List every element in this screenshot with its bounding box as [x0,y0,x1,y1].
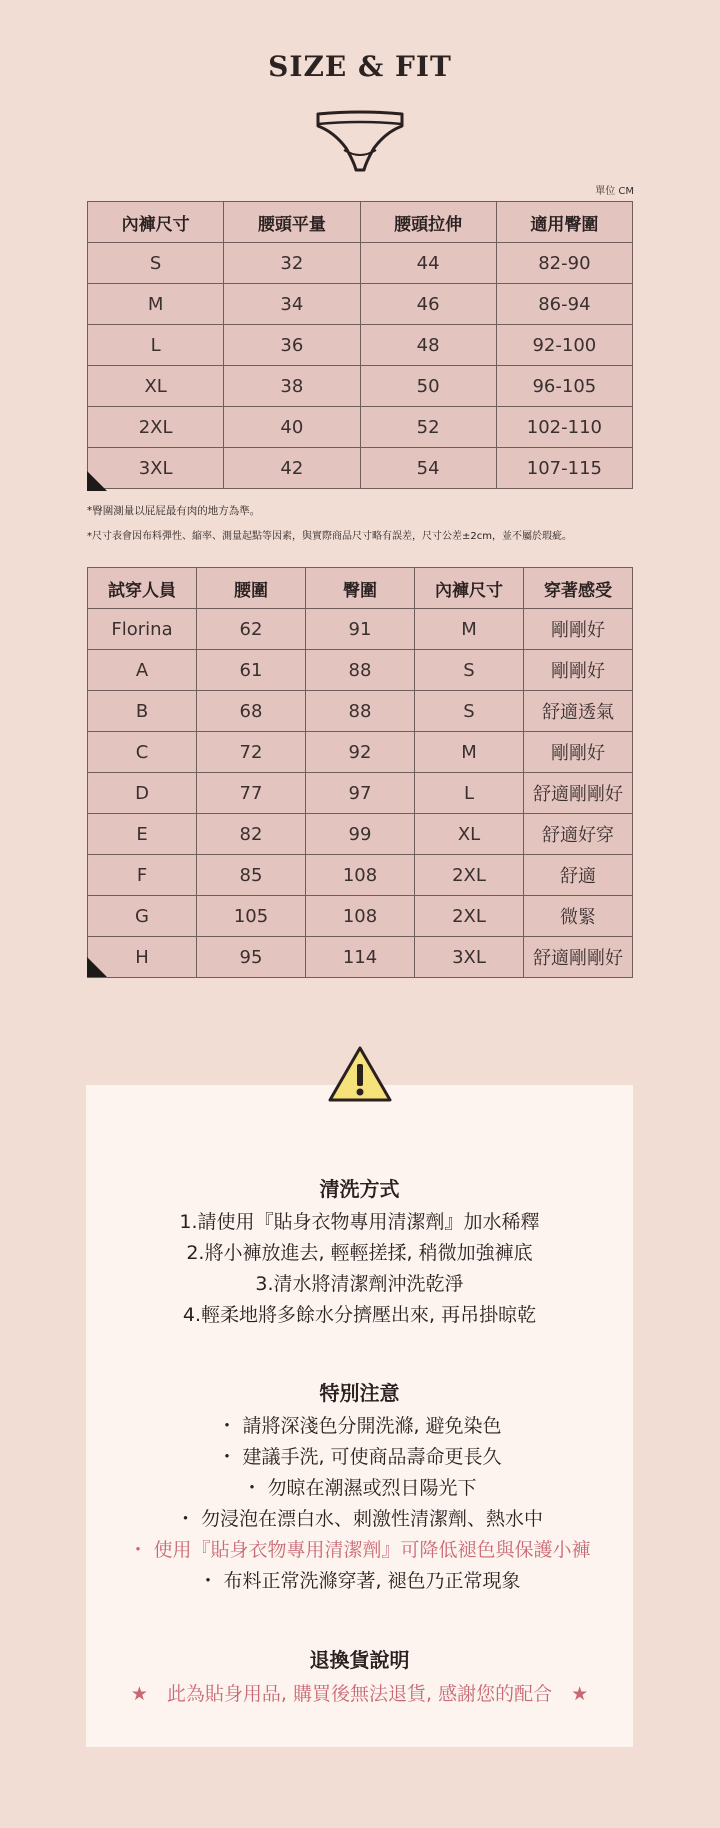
table-cell: 105 [197,896,306,937]
size-header: 腰頭平量 [224,202,360,243]
table-cell: 102-110 [496,407,632,448]
table-cell: 2XL [415,855,524,896]
table-cell: 108 [306,896,415,937]
wash-step: 3.清水將清潔劑沖洗乾淨 [255,1273,464,1295]
table-cell: 44 [360,243,496,284]
table-cell: 34 [224,284,360,325]
notice-item: ・ 布料正常洗滌穿著, 褪色乃正常現象 [198,1570,521,1592]
table-cell: 3XL [88,448,224,489]
wash-step: 2.將小褲放進去, 輕輕搓揉, 稍微加強褲底 [186,1242,533,1264]
size-row [88,448,633,489]
table-cell: 85 [197,855,306,896]
table-cell: 86-94 [496,284,632,325]
table-cell: 96-105 [496,366,632,407]
table-cell: M [415,732,524,773]
table-cell: 52 [360,407,496,448]
size-row [88,243,633,284]
note-hip: *臀圍測量以屁屁最有肉的地方為準。 [87,505,261,517]
note-tolerance: *尺寸表會因布料彈性、縮率、測量起點等因素，與實際商品尺寸略有誤差，尺寸公差±2cm，並不屬於瑕疵。 [87,531,572,542]
table-cell: 2XL [88,407,224,448]
table-cell: 92 [306,732,415,773]
notice-item: ・ 建議手洗, 可使商品壽命更長久 [217,1446,502,1468]
table-cell: 舒適剛剛好 [524,773,633,814]
table-cell: 82-90 [496,243,632,284]
fit-table [87,567,633,978]
table-cell: 剛剛好 [524,732,633,773]
size-header: 腰頭拉伸 [360,202,496,243]
table-cell: M [88,284,224,325]
fit-row [88,732,633,773]
warning-icon [327,1044,393,1104]
size-row [88,284,633,325]
size-header: 內褲尺寸 [88,202,224,243]
table-cell: A [88,650,197,691]
size-table [87,201,633,489]
table-cell: C [88,732,197,773]
size-header: 適用臀圍 [496,202,632,243]
table-cell: 50 [360,366,496,407]
table-cell: 62 [197,609,306,650]
fit-row [88,896,633,937]
fit-row [88,650,633,691]
table-cell: 2XL [415,896,524,937]
table-cell: 舒適剛剛好 [524,937,633,978]
table-cell: 61 [197,650,306,691]
table-cell: M [415,609,524,650]
table-cell: 舒適透氣 [524,691,633,732]
size-row [88,366,633,407]
table-cell: 46 [360,284,496,325]
wash-title: 清洗方式 [319,1177,400,1201]
table-cell: 36 [224,325,360,366]
return-text: ★ 此為貼身用品, 購買後無法退貨, 感謝您的配合 ★ [130,1683,589,1705]
notice-title: 特別注意 [319,1381,400,1405]
fit-header: 穿著感受 [524,568,633,609]
fit-header: 試穿人員 [88,568,197,609]
table-cell: E [88,814,197,855]
table-cell: 114 [306,937,415,978]
wash-step: 1.請使用『貼身衣物專用清潔劑』加水稀釋 [179,1211,540,1233]
table-corner-mark [87,957,107,977]
table-cell: 88 [306,650,415,691]
table-cell: 88 [306,691,415,732]
table-cell: XL [88,366,224,407]
table-cell: 微緊 [524,896,633,937]
table-cell: 54 [360,448,496,489]
notice-item: ・ 勿浸泡在漂白水、刺激性清潔劑、熱水中 [175,1508,544,1530]
table-cell: XL [415,814,524,855]
table-corner-mark [87,471,107,491]
table-cell: 107-115 [496,448,632,489]
fit-row [88,691,633,732]
table-cell: S [415,691,524,732]
table-cell: G [88,896,197,937]
table-cell: 剛剛好 [524,650,633,691]
table-cell: 3XL [415,937,524,978]
notice-item: ・ 勿晾在潮濕或烈日陽光下 [242,1477,477,1499]
table-cell: 82 [197,814,306,855]
page-title: SIZE & FIT [268,50,452,83]
fit-row [88,855,633,896]
table-cell: B [88,691,197,732]
table-cell: S [88,243,224,284]
table-cell: 72 [197,732,306,773]
table-cell: 97 [306,773,415,814]
fit-row [88,937,633,978]
unit-label: 單位 CM [595,186,634,197]
table-cell: L [415,773,524,814]
table-cell: 舒適好穿 [524,814,633,855]
table-cell: 77 [197,773,306,814]
size-row [88,325,633,366]
notice-item-highlight: ・ 使用『貼身衣物專用清潔劑』可降低褪色與保護小褲 [128,1539,591,1561]
fit-row [88,773,633,814]
table-cell: 92-100 [496,325,632,366]
table-cell: Florina [88,609,197,650]
table-cell: 91 [306,609,415,650]
fit-row [88,814,633,855]
table-cell: 108 [306,855,415,896]
table-cell: D [88,773,197,814]
table-cell: 48 [360,325,496,366]
table-cell: 32 [224,243,360,284]
fit-row [88,609,633,650]
wash-step: 4.輕柔地將多餘水分擠壓出來, 再吊掛晾乾 [182,1304,537,1326]
fit-header: 內褲尺寸 [415,568,524,609]
size-row [88,407,633,448]
table-cell: 剛剛好 [524,609,633,650]
table-cell: 68 [197,691,306,732]
table-cell: H [88,937,197,978]
fit-header: 腰圍 [197,568,306,609]
return-title: 退換貨說明 [309,1648,410,1672]
table-cell: 95 [197,937,306,978]
table-cell: L [88,325,224,366]
table-cell: S [415,650,524,691]
table-cell: 42 [224,448,360,489]
notice-item: ・ 請將深淺色分開洗滌, 避免染色 [217,1415,502,1437]
table-cell: 舒適 [524,855,633,896]
underwear-icon [314,110,406,174]
care-instructions-panel [86,1085,633,1747]
table-cell: 40 [224,407,360,448]
fit-header: 臀圍 [306,568,415,609]
table-cell: 38 [224,366,360,407]
table-cell: 99 [306,814,415,855]
table-cell: F [88,855,197,896]
